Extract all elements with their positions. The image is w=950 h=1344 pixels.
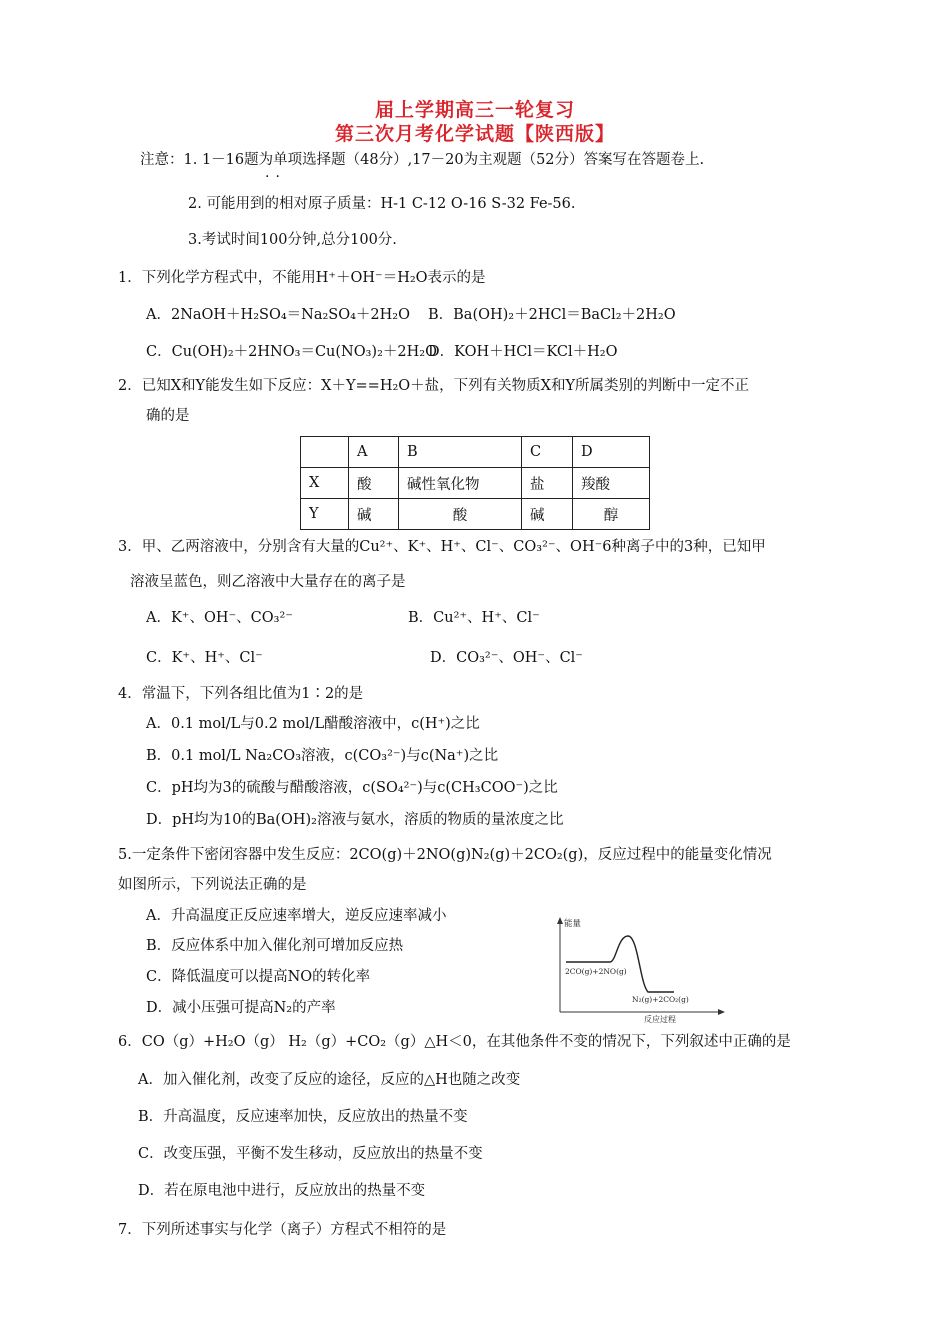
q5-option-d: D．减小压强可提高N₂的产率 xyxy=(146,1000,336,1016)
q2-stem-line2: 确的是 xyxy=(146,408,190,424)
q1-option-a: A．2NaOH＋H₂SO₄＝Na₂SO₄＋2H₂O xyxy=(146,307,411,323)
table-cell: 羧酸 xyxy=(573,468,650,499)
q5-option-b: B．反应体系中加入催化剂可增加反应热 xyxy=(146,938,404,954)
q3-stem-line1: 3．甲、乙两溶液中，分别含有大量的Cu²⁺、K⁺、H⁺、Cl⁻、CO₃²⁻、OH⁻6种离子中的3种，已知甲 xyxy=(118,539,766,555)
table-cell: Y xyxy=(301,499,349,530)
q3-option-c: C．K⁺、H⁺、Cl⁻ xyxy=(146,650,263,666)
y-axis-label: 能量 xyxy=(564,919,582,929)
table-cell: A xyxy=(349,437,399,468)
q3-option-b: B．Cu²⁺、H⁺、Cl⁻ xyxy=(408,610,540,626)
q5-option-a: A．升高温度正反应速率增大，逆反应速率减小 xyxy=(146,908,447,924)
exam-title-line1: 届上学期高三一轮复习 xyxy=(374,99,575,121)
q1-option-d: D．KOH＋HCl＝KCl＋H₂O xyxy=(428,344,618,360)
table-cell: X xyxy=(301,468,349,499)
reactants-label: 2CO(g)+2NO(g) xyxy=(565,967,627,976)
table-row xyxy=(301,468,650,499)
q6-option-b: B．升高温度，反应速率加快，反应放出的热量不变 xyxy=(138,1109,468,1125)
table-cell: 盐 xyxy=(522,468,573,499)
q3-option-d: D．CO₃²⁻、OH⁻、Cl⁻ xyxy=(430,650,583,666)
q4-stem: 4．常温下，下列各组比值为1∶2的是 xyxy=(118,686,364,702)
energy-curve xyxy=(566,936,674,992)
table-cell: 酸 xyxy=(349,468,399,499)
table-cell: B xyxy=(399,437,522,468)
table-cell: 碱 xyxy=(522,499,573,530)
q3-option-a: A．K⁺、OH⁻、CO₃²⁻ xyxy=(146,610,293,626)
q5-stem-line1: 5.一定条件下密闭容器中发生反应：2CO(g)＋2NO(g)N₂(g)＋2CO₂(g)，反应过程中的能量变化情况 xyxy=(118,847,772,863)
q1-option-c: C．Cu(OH)₂＋2HNO₃＝Cu(NO₃)₂＋2H₂O xyxy=(146,344,437,360)
table-cell: 醇 xyxy=(573,499,650,530)
q1-stem: 1．下列化学方程式中，不能用H⁺＋OH⁻＝H₂O表示的是 xyxy=(118,270,486,286)
table-cell: D xyxy=(573,437,650,468)
q3-stem-line2: 溶液呈蓝色，则乙溶液中大量存在的离子是 xyxy=(130,574,406,590)
table-cell: 碱性氧化物 xyxy=(399,468,522,499)
table-cell xyxy=(301,437,349,468)
q6-option-a: A．加入催化剂，改变了反应的途径，反应的△H也随之改变 xyxy=(138,1072,521,1088)
table-row xyxy=(301,499,650,530)
q4-option-a: A．0.1 mol/L与0.2 mol/L醋酸溶液中，c(H⁺)之比 xyxy=(146,716,480,732)
q6-option-c: C．改变压强，平衡不发生移动，反应放出的热量不变 xyxy=(138,1146,483,1162)
q2-stem-line1: 2．已知X和Y能发生如下反应：X＋Y==H₂O＋盐，下列有关物质X和Y所属类别的判断中一定不正 xyxy=(118,378,750,394)
q1-option-b: B．Ba(OH)₂＋2HCl＝BaCl₂＋2H₂O xyxy=(428,307,676,323)
emphasis-dots: ·· xyxy=(265,169,286,185)
x-axis-label: 反应过程 xyxy=(644,1015,676,1024)
note-3: 3.考试时间100分钟,总分100分. xyxy=(188,232,397,248)
table-cell: 酸 xyxy=(399,499,522,530)
exam-title-line2: 第三次月考化学试题【陕西版】 xyxy=(334,123,615,145)
q5-option-c: C．降低温度可以提高NO的转化率 xyxy=(146,969,371,985)
q4-option-c: C．pH均为3的硫酸与醋酸溶液，c(SO₄²⁻)与c(CH₃COO⁻)之比 xyxy=(146,780,558,796)
q2-classification-table xyxy=(300,436,650,530)
q7-stem: 7．下列所述事实与化学（离子）方程式不相符的是 xyxy=(118,1222,447,1238)
table-cell: C xyxy=(522,437,573,468)
products-label: N₂(g)+2CO₂(g) xyxy=(632,995,689,1004)
note-1: 注意：1. 1－16题为单项选择题（48分）,17－20为主观题（52分）答案写在答题卷上. xyxy=(140,152,705,168)
note-2: 2. 可能用到的相对原子质量：H-1 C-12 O-16 S-32 Fe-56. xyxy=(188,196,576,212)
q5-stem-line2: 如图所示，下列说法正确的是 xyxy=(118,877,307,893)
q4-option-d: D．pH均为10的Ba(OH)₂溶液与氨水，溶质的物质的量浓度之比 xyxy=(146,812,564,828)
q6-stem: 6．CO（g）+H₂O（g） H₂（g）+CO₂（g）△H＜0，在其他条件不变的情况下，下列叙述中正确的是 xyxy=(118,1034,791,1050)
q4-option-b: B．0.1 mol/L Na₂CO₃溶液，c(CO₃²⁻)与c(Na⁺)之比 xyxy=(146,748,499,764)
table-header-row xyxy=(301,437,650,468)
energy-profile-diagram xyxy=(552,914,727,1026)
q6-option-d: D．若在原电池中进行，反应放出的热量不变 xyxy=(138,1183,426,1199)
table-cell: 碱 xyxy=(349,499,399,530)
